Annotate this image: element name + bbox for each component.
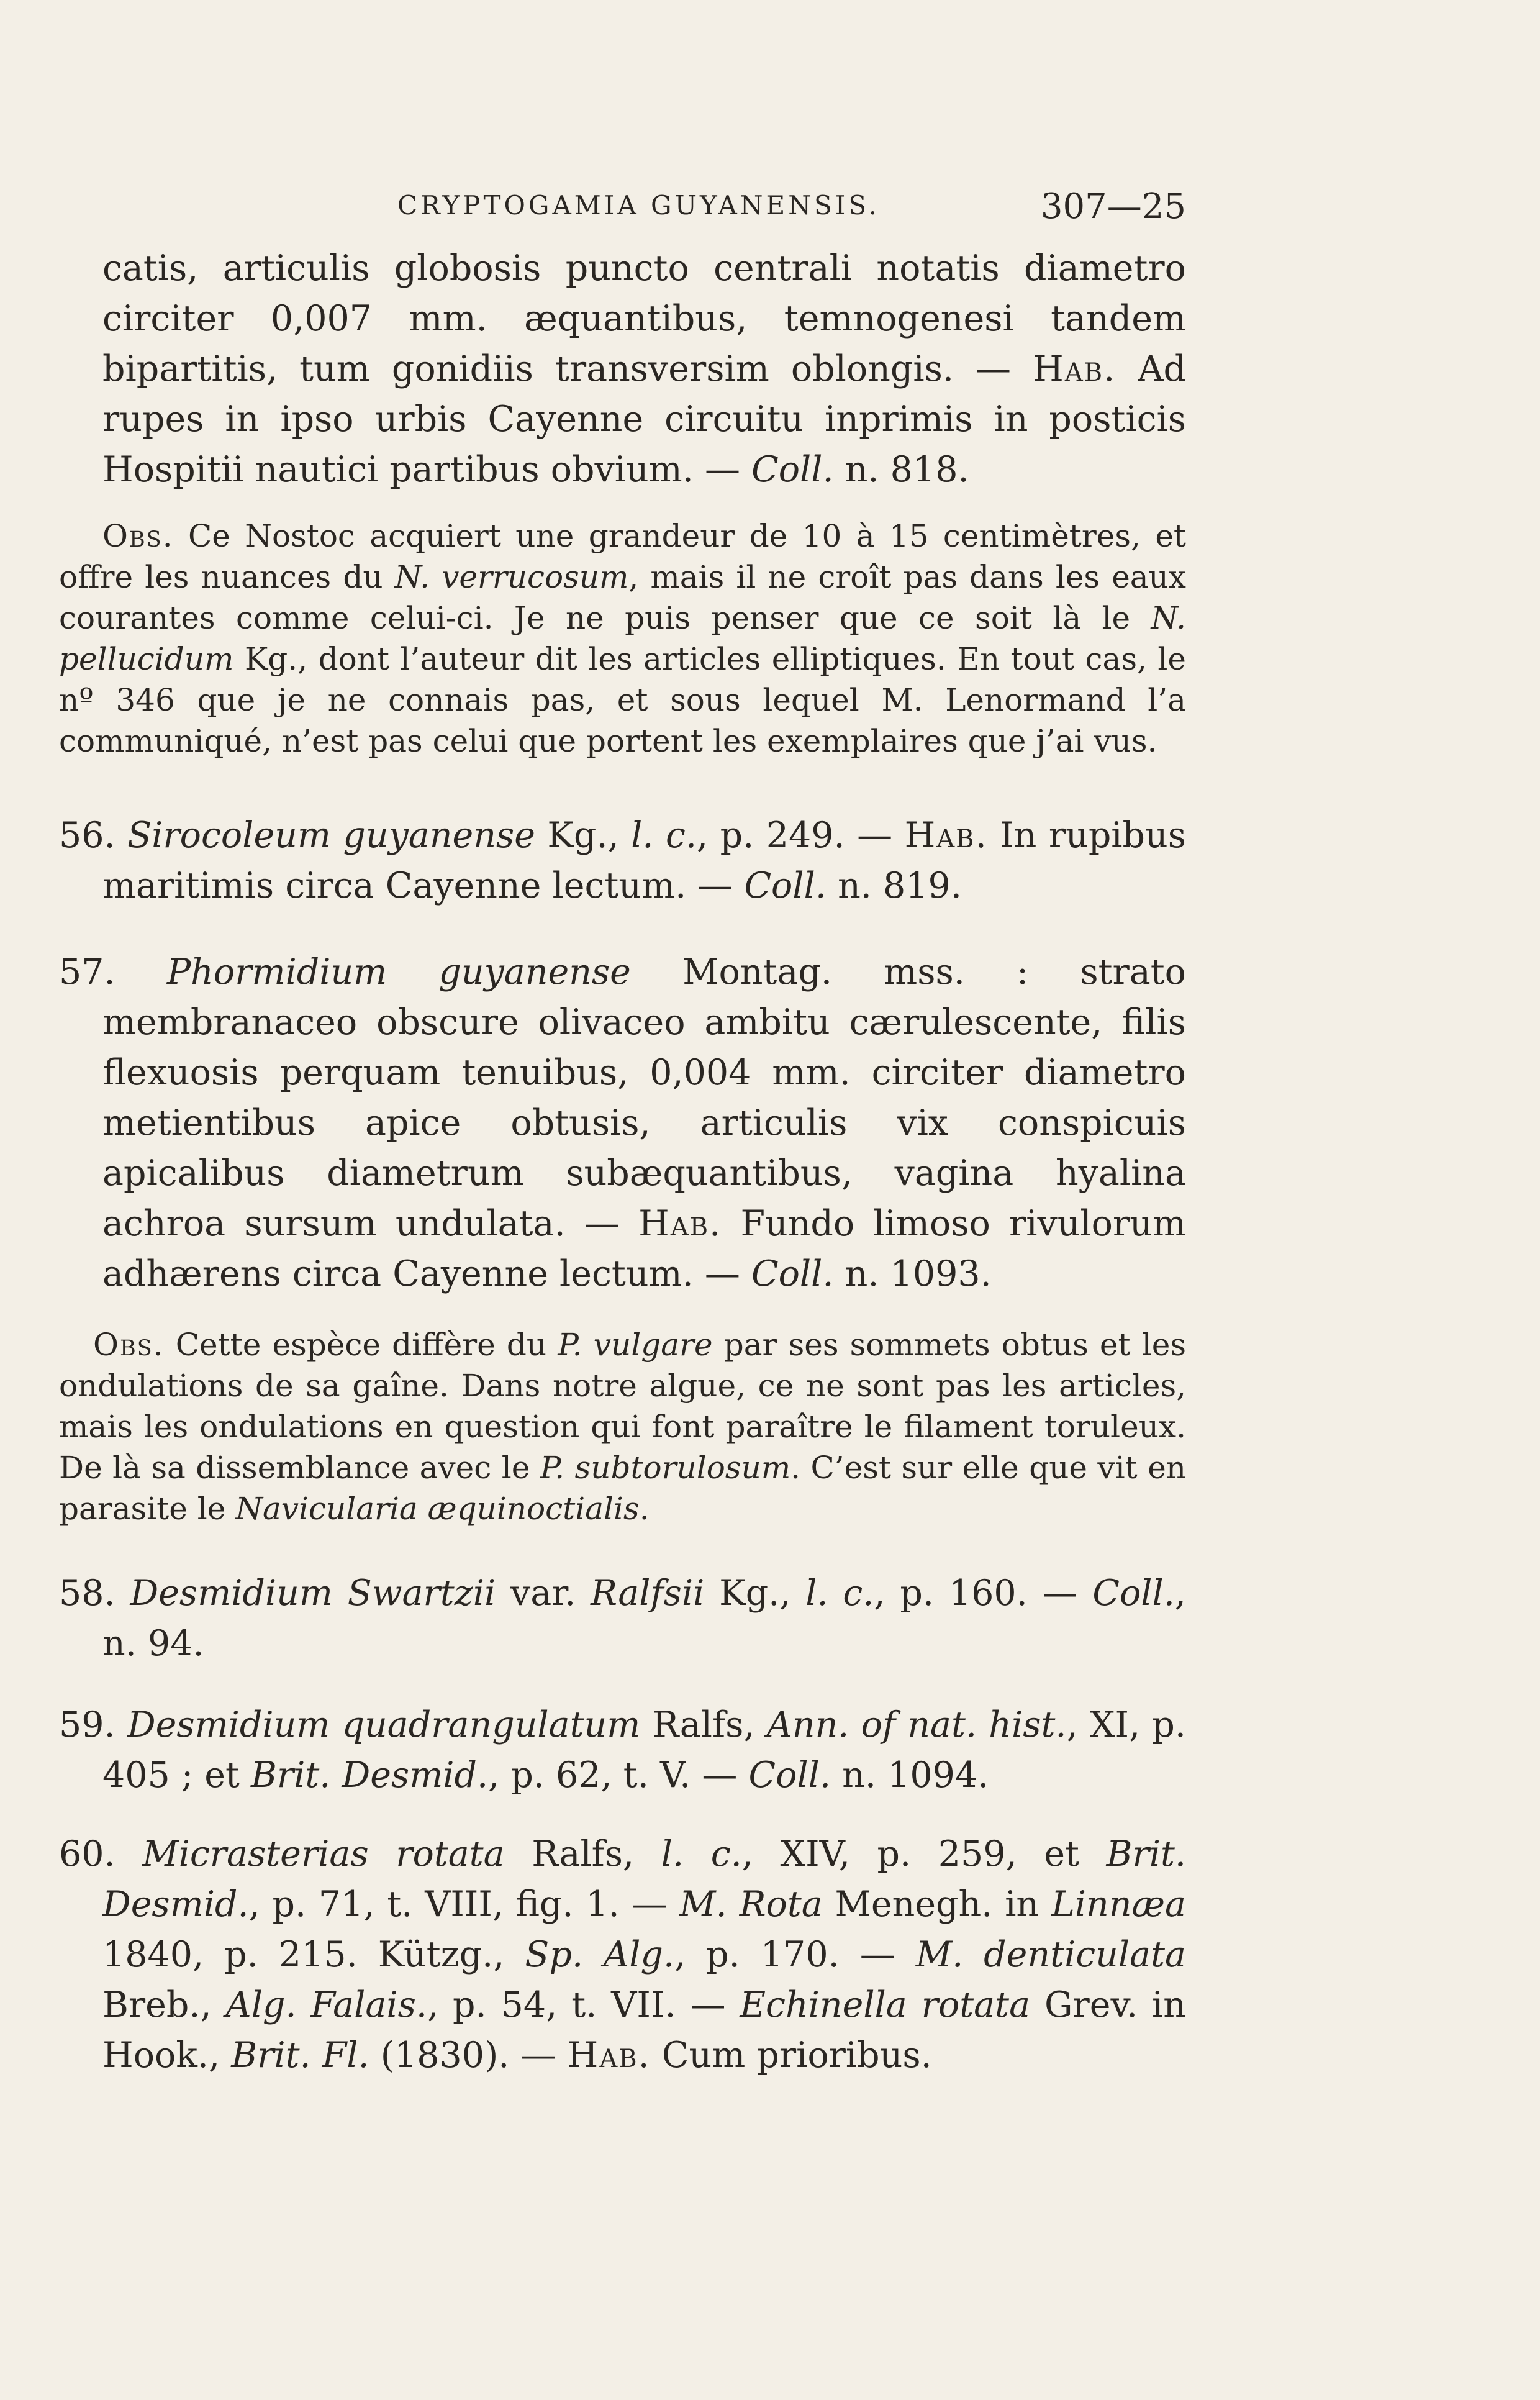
page-header (397, 186, 1186, 230)
running-title: CRYPTOGAMIA GUYANENSIS. (397, 190, 880, 220)
entry-58: 58. Desmidium Swartzii var. Ralfsii Kg., l. c., p. 160. — Coll., n. 94. (59, 1573, 1186, 1664)
page-number: 307—25 (1040, 186, 1186, 227)
entry-56: 56. Sirocoleum guyanense Kg., l. c., p. 249. — Hab. In rupibus maritimis circa Cayenne lectum. — Coll. n. 819. (59, 815, 1186, 906)
observation-note-phormidium: Obs. Cette espèce diffère du P. vulgare par ses sommets obtus et les ondulations de sa gaîne. Dans notre algue, ce ne sont pas les articles, mais les ondulations en question qui font paraître le filament toruleux. De là sa dissemblance avec le P. subtorulosum. C’est sur elle que vit en parasite le Navicularia æquinoctialis. (59, 1327, 1187, 1527)
entry-60: 60. Micrasterias rotata Ralfs, l. c., XIV, p. 259, et Brit. Desmid., p. 71, t. VIII, fig. 1. — M. Rota Menegh. in Linnæa 1840, p. 215. Kützg., Sp. Alg., p. 170. — M. denticulata Breb., Alg. Falais., p. 54, t. VII. — Echinella rotata Grev. in Hook., Brit. Fl. (1830). — Hab. Cum prioribus. (59, 1834, 1187, 2076)
observation-note-nostoc: Obs. Ce Nostoc acquiert une grandeur de 10 à 15 centimètres, et offre les nuances du N. verrucosum, mais il ne croît pas dans les eaux courantes comme celui-ci. Je ne puis penser que ce soit là le N. pellucidum Kg., dont l’auteur dit les articles elliptiques. En tout cas, le nº 346 que je ne connais pas, et sous lequel M. Lenormand l’a communiqué, n’est pas celui que portent les exemplaires que j’ai vus. (59, 518, 1186, 759)
intro-paragraph: catis, articulis globosis puncto centrali notatis diametro circiter 0,007 mm. æquantibus, temnogenesi tandem bipartitis, tum gonidiis transversim oblongis. — Hab. Ad rupes in ipso urbis Cayenne circuitu inprimis in posticis Hospitii nautici partibus obvium. — Coll. n. 818. (102, 248, 1186, 490)
entry-59: 59. Desmidium quadrangulatum Ralfs, Ann. of nat. hist., XI, p. 405 ; et Brit. Desmid., p. 62, t. V. — Coll. n. 1094. (59, 1704, 1186, 1796)
entry-57: 57. Phormidium guyanense Montag. mss. : strato membranaceo obscure olivaceo ambitu cærulescente, filis flexuosis perquam tenuibus, 0,004 mm. circiter diametro metientibus apice obtusis, articulis vix conspicuis apicalibus diametrum subæquantibus, vagina hyalina achroa sursum undulata. — Hab. Fundo limoso rivulorum adhærens circa Cayenne lectum. — Coll. n. 1093. (59, 952, 1186, 1294)
